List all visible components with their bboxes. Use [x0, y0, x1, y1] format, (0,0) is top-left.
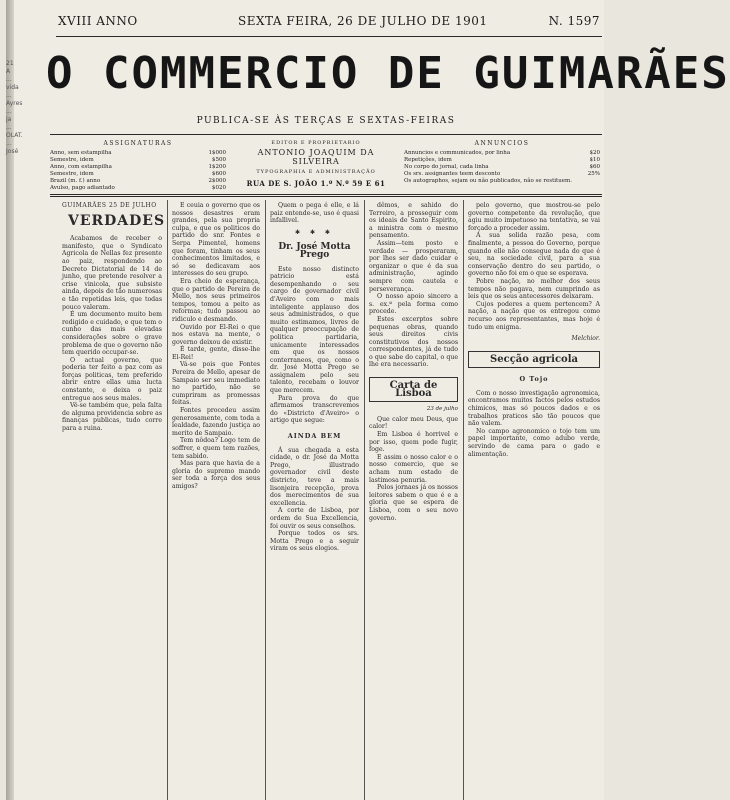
paragraph: Mas para que havia de a gloria do supremo mando ser toda a força dos seus amigos? [172, 460, 260, 490]
rate-label: Semestre, idem [50, 171, 94, 177]
editor-address: RUA DE S. JOÃO 1.º N.º 59 E 61 [246, 179, 386, 188]
paragraph: Que calor meu Deus, que calor! [369, 415, 458, 431]
paragraph: Ouvido por El-Rei o que nos estava na mente, o governo deixou de existir. [172, 323, 260, 346]
paragraph: Estes excerptos sobre pequenas obras, quando seus direitos civis constitutivos dos nossos correspondentes, já de tudo o que sabe do capital, o que lhe era necessario. [369, 315, 458, 369]
paragraph: Acabamos de receber o manifesto, que o Syndicato Agricola de Nellas fez presente ao paiz, respondendo ao Decreto Dictatorial de 14 de junho, que pretende resolver a crise vinicola, que subsiste ainda, depois de tão numerosas e tão repetidas leis, que todas pouco valeram. [62, 235, 162, 311]
rate-label: Os autographos, sejam ou não publicados, não se restituem. [404, 178, 573, 184]
issue-date: SEXTA FEIRA, 26 DE JULHO DE 1901 [238, 14, 488, 28]
rate-value: $500 [212, 157, 226, 163]
masthead-subtitle: PUBLICA-SE ÀS TERÇAS E SEXTAS-FEIRAS [196, 116, 456, 126]
rate-row [404, 150, 600, 157]
ads-box [404, 140, 600, 188]
column-divider [463, 200, 464, 800]
rate-label: No corpo do jornal, cada linha [404, 164, 489, 170]
column-divider [167, 200, 168, 800]
masthead-bottom-rule [50, 134, 602, 135]
paragraph: Era cheio de esperança, que o partido de Pereira de Mello, nos seus primeiros tempos, tomou a peito as reformas; tudo passou ao ridiculo e desmando. [172, 277, 260, 323]
rate-label: Repetições, idem [404, 157, 452, 163]
rate-row [50, 171, 226, 178]
rate-value: 1$200 [208, 164, 226, 170]
dateline: GUIMARÃES 25 DE JULHO [62, 202, 157, 209]
ads-title: ANNUNCIOS [474, 140, 530, 147]
rate-label: Os srs. assignantes teem desconto [404, 171, 501, 177]
ornament-divider: ✱ ✱ ✱ [295, 228, 334, 236]
article-title-verdades: VERDADES [68, 212, 166, 229]
rate-value: $60 [589, 164, 600, 170]
paragraph: E ceuia o governo que os nossos desastres eram grandes, pela sua propria culpa, e que os politicos do partido do snr. Fontes e Serpa Pimentel, homens que foram, tinham os seus conhecimentos limitados, e só se dedicavam aos interesses do seu grupo. [172, 202, 260, 278]
rate-value: 2$000 [208, 178, 226, 184]
column-3 [270, 202, 359, 800]
paragraph: É tarde, gente, disse-lhe El-Rei! [172, 346, 260, 361]
issue-number: N. 1597 [548, 14, 600, 28]
rate-label: Avulso, pago adiantado [50, 185, 115, 191]
header-bottom-rule [50, 194, 602, 195]
rate-label: Anno, sem estampilha [50, 150, 112, 156]
rate-row [404, 157, 600, 164]
paragraph: Com o nosso investigação agronomica, encontramos muitos factos pelos estudos chimicos, mas só poucos dados e os trabalhos praticos são tão poucos que não valem. [468, 389, 600, 428]
paragraph: Cujos poderes a quem pertencem? A nação, a nação que os entregou como recurso aos representantes, mas hoje é tudo um enigma. [468, 300, 600, 331]
rate-value: $10 [589, 157, 600, 163]
column-3-intro: Quem o pega é elle, e lá paiz entende-se, uso é quasi infallivel. [270, 202, 359, 225]
column-5 [468, 202, 600, 800]
paragraph: A sua solida razão pesa, com finalmente, a pessoa do Governo, porque quando elle não consegue nada do que é seu, na sociedade civil, para a sua conservação dentro do seu partido, o governo não foi em o que se esperava. [468, 232, 600, 278]
paragraph: Tem nôdoa? Logo tem de soffrer, e quem tem razões, tem sabido. [172, 437, 260, 460]
rate-row [50, 185, 226, 192]
subscriptions-box [50, 140, 226, 191]
paragraph: No campo agronomico o tojo tem um papel importante, como adubo verde, servindo de cama para o gado e alimentação. [468, 427, 600, 458]
rate-label: Annuncios e communicados, por linha [404, 150, 511, 156]
rate-row [404, 171, 600, 178]
rate-row [404, 178, 600, 185]
paragraph: Á sua chegada a esta cidade, o dr. José da Motta Prego, illustrado governador civil deste districto, teve a mais lisonjeira recepção, prova dos merecimentos de sua excellencia. [270, 446, 359, 507]
typography-label: TYPOGRAPHIA E ADMINISTRAÇÃO [256, 169, 376, 175]
newspaper-page [6, 0, 730, 800]
paragraph: Vê-se também que, pela falta de alguma providencia sobre as finanças publicas, tudo corre para a ruina. [62, 402, 162, 433]
rate-row [404, 164, 600, 171]
rate-row [50, 157, 226, 164]
column-4 [369, 202, 458, 800]
rate-row [50, 150, 226, 157]
year-label: XVIII ANNO [58, 14, 138, 28]
paragraph: pelo governo, que mostrou-se pelo governo competente da revolução, que agiu muito impetuoso na tentativa, se vai forçado a proceder assim. [468, 202, 600, 232]
column-1 [62, 202, 166, 800]
paragraph: dêmos, e sahido do Terreiro, a prosseguir com os ideais de Santo Espirito, a ministra com o mesmo pensamento. [369, 202, 458, 240]
paragraph: Fontes procedeu assim generosamente, com toda a lealdade, fazendo justiça ao merito de Sampaio. [172, 407, 260, 437]
rate-label: Semestre, idem [50, 157, 94, 163]
article-subtitle-tojo: O Tojo [519, 375, 549, 384]
rate-value: $20 [589, 150, 600, 156]
column-divider [265, 200, 266, 800]
rate-row [50, 164, 226, 171]
editor-name: ANTONIO JOAQUIM DA SILVEIRA [257, 148, 375, 166]
paragraph: Em Lisboa é horrivel e por isso, quem pode fugir, foge. [369, 431, 458, 454]
paragraph: O nosso apoio sincero a s. ex.ª pela forma como procede. [369, 293, 458, 316]
paragraph: E assim o nosso calor e o nosso comercio, que se acham num estado de lastimosa penuria. [369, 453, 458, 484]
header-info-line [58, 14, 600, 34]
paragraph: Vá-se pois que Fontes Pereira de Mello, apesar de Sampaio ser seu immediato no partido, não se cumpriram as promessas feitas. [172, 361, 260, 407]
header-bottom-rule-2 [50, 196, 602, 197]
paragraph: Este nosso distincto patricio está desempenhando o seu cargo de governador civil d'Aveiro com o mais inteligente applauso dos seus administrados, o que muito estimamos, livres de qualquer preoccupação de politica partidaria, unicamente interessados em que os nossos conterraneos, que, como o dr. José Motta Prego se assignalem pelo seu talento, recebam o louvor que merecem. [270, 265, 359, 395]
paragraph: Pelos jornaes já os nossos leitores sabem o que é e a gloria que se espera de Lisboa, com o seu novo governo. [369, 484, 458, 522]
section-title-agricola: Secção agricola [468, 351, 600, 369]
article-title-motta-prego: Dr. José Motta Prego [278, 242, 351, 260]
rate-row [50, 178, 226, 185]
column-2 [172, 202, 260, 800]
rate-value: 1$000 [208, 150, 226, 156]
paragraph: Assim—tem posto e verdade — prosperaram, por lhes ser dado cuidar e organizar o que é da sua administração, agindo sempre com cautela e perseverança. [369, 239, 458, 293]
rate-value: $600 [212, 171, 226, 177]
letter-date: 23 de julho [426, 406, 458, 413]
rate-value: 25% [587, 171, 600, 177]
editor-label: EDITOR E PROPRIETARIO [271, 140, 361, 146]
signature: Melchior. [571, 335, 600, 343]
paragraph: É um documento muito bem redigido e cuidado, e que tem o cunho das mais elevadas considerações sobre o grave problema de que o governo não tem querido occupar-se. [62, 311, 162, 357]
subscriptions-title: ASSIGNATURAS [103, 140, 173, 147]
paragraph: A corte de Lisboa, por ordem de Sua Excellencia, foi ouvir os seus conselhos. [270, 507, 359, 530]
article-subtitle-ainda-bem: AINDA BEM [287, 432, 342, 441]
adjacent-page-fragment: 21 A ... vida ... Ayres ... ja ... OLAT. ... José [6, 60, 23, 155]
paragraph: O actual governo, que poderia ter feito a paz com as forças politicas, tem preferido abrir entre ellas uma lucta constante, e deixa o paiz entregue aos seus males. [62, 356, 162, 402]
masthead-title: O COMMERCIO DE GUIMARÃES [46, 48, 730, 99]
top-rule [56, 36, 602, 37]
article-title-carta-de-lisboa: Carta de Lisboa [369, 377, 458, 402]
paragraph: Pobre nação, no melhor dos seus tempos não pagava, nem cumprindo as leis que os seus antecessores deixaram. [468, 277, 600, 301]
editor-box [234, 140, 398, 188]
paragraph: Para prova do que afirmamos transcrevemos do «Districto d'Aveiro» o artigo que segue: [270, 394, 359, 425]
column-divider [364, 200, 365, 800]
rate-value: $020 [212, 185, 226, 191]
rate-label: Brazil (m. f.) anno [50, 178, 101, 184]
paragraph: Porque todos os srs. Motta Prego e a seguir viram os seus elogios. [270, 530, 359, 553]
rate-label: Anno, com estampilha [50, 164, 112, 170]
